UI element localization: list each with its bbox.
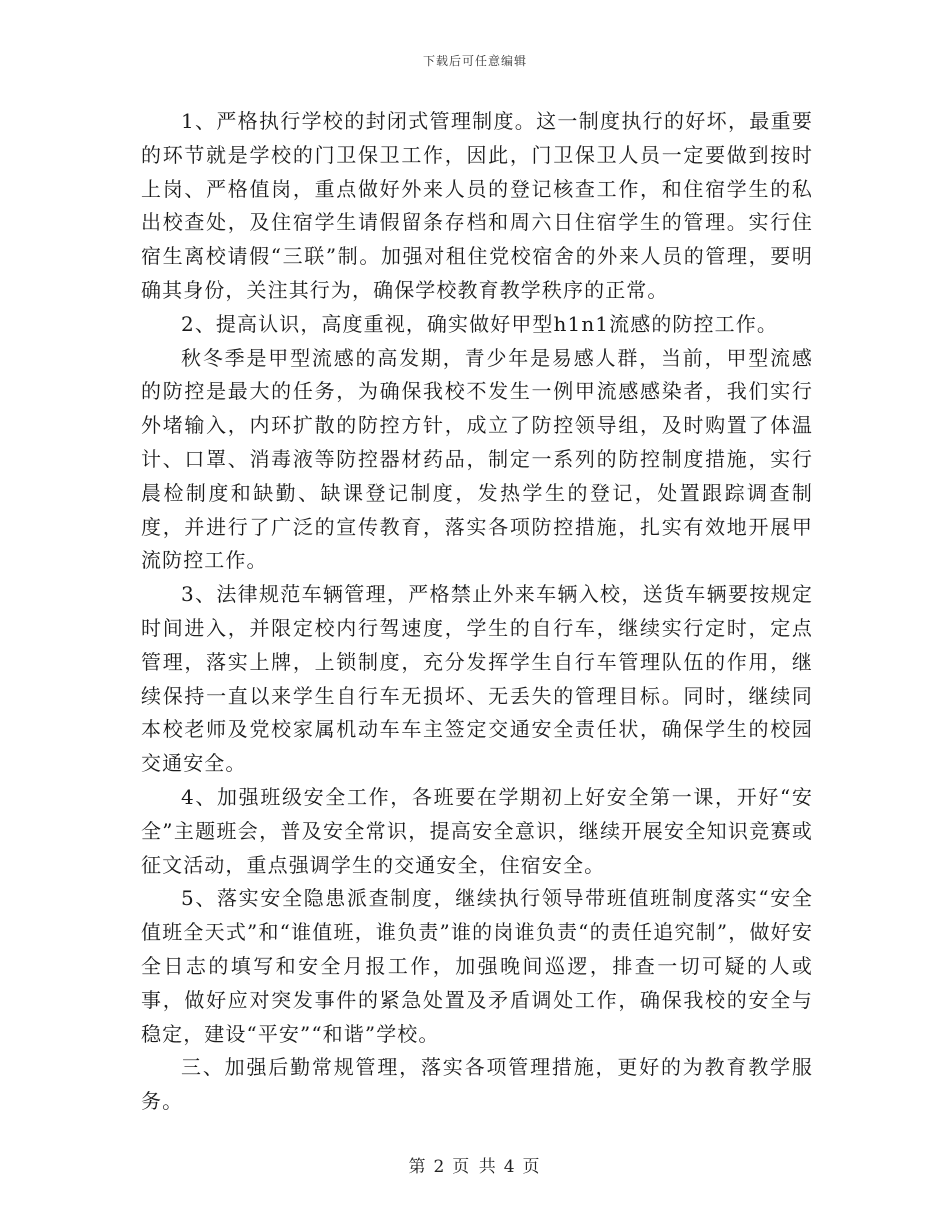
paragraph-hazard-inspection: 5、落实安全隐患派查制度，继续执行领导带班值班制度落实“安全值班全天式”和“谁值班，谁负责”谁的岗谁负责“的责任追究制”，做好安全日志的填写和安全月报工作，加强晚间巡逻，排查一切可疑的人或事，做好应对突发事件的紧急处置及矛盾调处工作，确保我校的安全与稳定，建设“平安”“和谐”学校。 (141, 886, 813, 1046)
page-footer (0, 1152, 950, 1177)
paragraph-flu-prevention-heading: 2、提高认识，高度重视，确实做好甲型h1n1流感的防控工作。 (181, 311, 778, 336)
current-page-number: 2 (433, 1157, 447, 1177)
footer-prefix: 第 (408, 1157, 428, 1177)
paragraph-flu-prevention-details: 秋冬季是甲型流感的高发期，青少年是易感人群，当前，甲型流感的防控是最大的任务，为确保我校不发生一例甲流感感染者，我们实行外堵输入，内环扩散的防控方针，成立了防控领导组，及时购置了体温计、口罩、消毒液等防控器材药品，制定一系列的防控制度措施，实行晨检制度和缺勤、缺课登记制度，发热学生的登记，处置跟踪调查制度，并进行了广泛的宣传教育，落实各项防控措施，扎实有效地开展甲流防控工作。 (141, 345, 813, 573)
page-header: 下载后可任意编辑 (422, 54, 527, 68)
paragraph-school-closed-management: 1、严格执行学校的封闭式管理制度。这一制度执行的好坏，最重要的环节就是学校的门卫保卫工作，因此，门卫保卫人员一定要做到按时上岗、严格值岗，重点做好外来人员的登记核查工作，和住宿学生的私出校查处，及住宿学生请假留条存档和周六日住宿学生的管理。实行住宿生离校请假“三联”制。加强对租住党校宿舍的外来人员的管理，要明确其身份，关注其行为，确保学校教育教学秩序的正常。 (141, 109, 813, 302)
total-page-count: 4 (503, 1157, 517, 1177)
footer-suffix: 页 (522, 1157, 542, 1177)
paragraph-logistics-management: 三、加强后勤常规管理，落实各项管理措施，更好的为教育教学服务。 (141, 1055, 813, 1114)
paragraph-vehicle-management: 3、法律规范车辆管理，严格禁止外来车辆入校，送货车辆要按规定时间进入，并限定校内行驾速度，学生的自行车，继续实行定时，定点管理，落实上牌，上锁制度，充分发挥学生自行车管理队伍的作用，继续保持一直以来学生自行车无损坏、无丢失的管理目标。同时，继续同本校老师及党校家属机动车车主签定交通安全责任状，确保学生的校园交通安全。 (141, 582, 813, 776)
document-body (141, 105, 813, 1119)
footer-middle: 页 共 (452, 1157, 498, 1177)
paragraph-class-safety: 4、加强班级安全工作，各班要在学期初上好安全第一课，开好“安全”主题班会，普及安全常识，提高安全意识，继续开展安全知识竞赛或征文活动，重点强调学生的交通安全，住宿安全。 (141, 784, 813, 877)
